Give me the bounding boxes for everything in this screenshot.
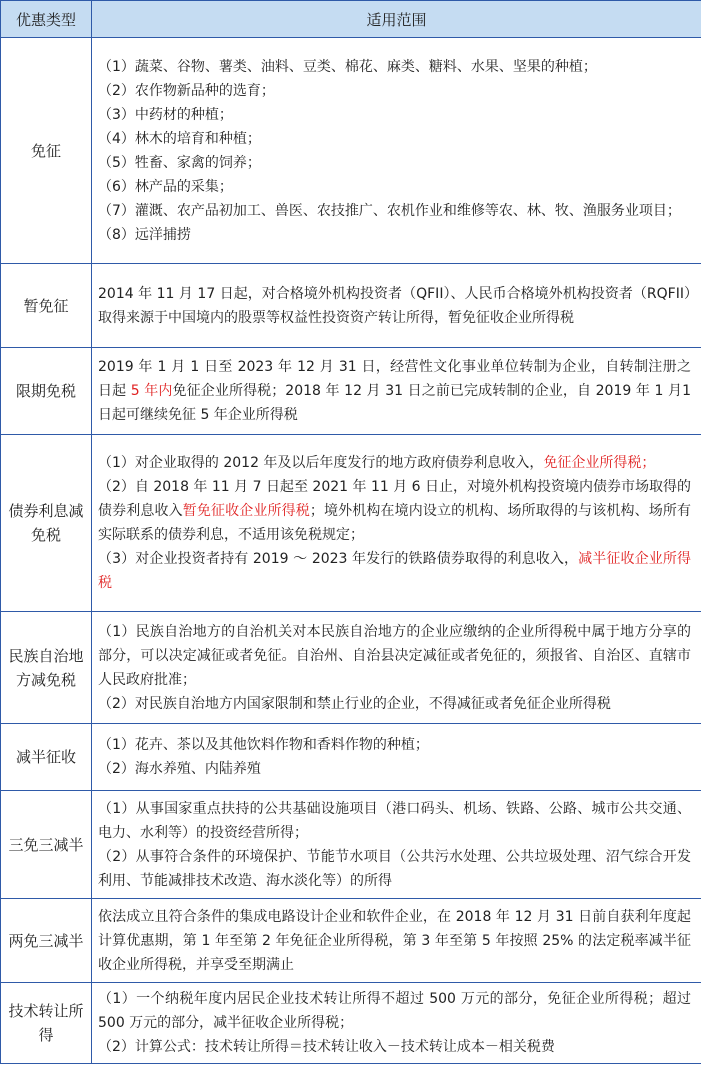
scope-line: （1）花卉、茶以及其他饮料作物和香料作物的种植； (98, 737, 429, 753)
scope-line: （7）灌溉、农产品初加工、兽医、农技推广、农机作业和维修等农、林、牧、渔服务业项目； (98, 202, 681, 219)
row-type: 限期免税 (1, 348, 92, 435)
header-scope: 适用范围 (92, 1, 701, 38)
row-scope: 依法成立且符合条件的集成电路设计企业和软件企业，在 2018 年 12 月 31 日前自获利年度起计算优惠期，第 1 年至第 2 年免征企业所得税，第 3 年至第 5 年按照 25% 的法定税率减半征收企业所得税，并享受至期满止 (92, 899, 701, 983)
table-row (1, 724, 701, 791)
table-row (1, 264, 701, 348)
scope-text: 2019 年 1 月 1 日至 2023 年 12 月 31 日，经营性文化事业单位转制为企业，自转制注册之日起 (98, 359, 691, 399)
scope-text: 免征企业所得税；2018 年 12 月 31 日之前已完成转制的企业，自 2019 年 1 月1 日起可继续免征 5 年企业所得税 (98, 383, 691, 423)
scope-line: （2）海水养殖、内陆养殖 (98, 761, 261, 777)
scope-line: （1）从事国家重点扶持的公共基础设施项目（港口码头、机场、铁路、公路、城市公共交通、电力、水利等）的投资经营所得； (98, 800, 691, 841)
row-scope (92, 348, 701, 435)
scope-text: （2）自 2018 年 11 月 7 日起至 2021 年 11 月 6 日止，对境外机构投资境内债券市场取得的债券利息收入 (98, 479, 692, 519)
scope-line: （6）林产品的采集； (98, 178, 233, 195)
scope-line (98, 547, 691, 595)
table-row (1, 791, 701, 899)
row-type: 减半征收 (1, 724, 92, 791)
table-header-row (1, 1, 701, 38)
row-scope (92, 983, 701, 1064)
scope-line: （1）民族自治地方的自治机关对本民族自治地方的企业应缴纳的企业所得税中属于地方分享的部分，可以决定减征或者免征。自治州、自治县决定减征或者免征的，须报省、自治区、直辖市人民政府批准； (98, 623, 691, 688)
highlight-text: 暂免征收企业所得税 (182, 503, 310, 519)
scope-text: （1）对企业取得的 2012 年及以后年度发行的地方政府债券利息收入， (98, 455, 544, 471)
scope-line: （1）一个纳税年度内居民企业技术转让所得不超过 500 万元的部分，免征企业所得税；超过 500 万元的部分，减半征收企业所得税； (98, 991, 691, 1031)
highlight-text: 减半征收企业所得税 (98, 551, 691, 591)
scope-line: （1）蔬菜、谷物、薯类、油料、豆类、棉花、麻类、糖料、水果、坚果的种植； (98, 58, 597, 75)
row-scope (92, 435, 701, 612)
row-type: 民族自治地方减免税 (1, 612, 92, 724)
header-type: 优惠类型 (1, 1, 92, 38)
scope-line: （8）远洋捕捞 (98, 226, 191, 243)
scope-text: （3）对企业投资者持有 2019 ～ 2023 年发行的铁路债券取得的利息收入， (98, 551, 579, 567)
table-row (1, 348, 701, 435)
row-scope (92, 612, 701, 724)
scope-line (98, 475, 691, 547)
scope-text: ；境外机构在境内设立的机构、场所取得的与该机构、场所有实际联系的债券利息，不适用该免税规定； (98, 503, 692, 543)
row-type: 债券利息减免税 (1, 435, 92, 612)
scope-line: （3）中药材的种植； (98, 106, 233, 123)
scope-line: （2）计算公式：技术转让所得＝技术转让收入－技术转让成本－相关税费 (98, 1039, 555, 1055)
row-type: 两免三减半 (1, 899, 92, 983)
table-row (1, 899, 701, 983)
table-row (1, 612, 701, 724)
highlight-text: 免征企业所得税； (543, 455, 656, 471)
row-type: 免征 (1, 38, 92, 264)
row-scope (92, 791, 701, 899)
row-type: 技术转让所得 (1, 983, 92, 1064)
table-row (1, 435, 701, 612)
row-type: 暂免征 (1, 264, 92, 348)
table-row (1, 983, 701, 1064)
scope-line: （2）对民族自治地方内国家限制和禁止行业的企业，不得减征或者免征企业所得税 (98, 695, 611, 712)
table-row (1, 38, 701, 264)
row-scope (92, 724, 701, 791)
scope-line: （2）从事符合条件的环境保护、节能节水项目（公共污水处理、公共垃圾处理、沼气综合开发利用、节能减排技术改造、海水淡化等）的所得 (98, 848, 691, 889)
row-scope (92, 38, 701, 264)
scope-line (98, 451, 691, 475)
scope-line: （5）牲畜、家禽的饲养； (98, 154, 261, 171)
scope-line: （4）林木的培育和种植； (98, 130, 261, 147)
scope-line: （2）农作物新品种的选育； (98, 82, 275, 99)
highlight-text: 5 年内 (130, 383, 173, 399)
row-type: 三免三减半 (1, 791, 92, 899)
row-scope: 2014 年 11 月 17 日起，对合格境外机构投资者（QFII）、人民币合格境外机构投资者（RQFII）取得来源于中国境内的股票等权益性投资资产转让所得，暂免征收企业所得税 (92, 264, 701, 348)
